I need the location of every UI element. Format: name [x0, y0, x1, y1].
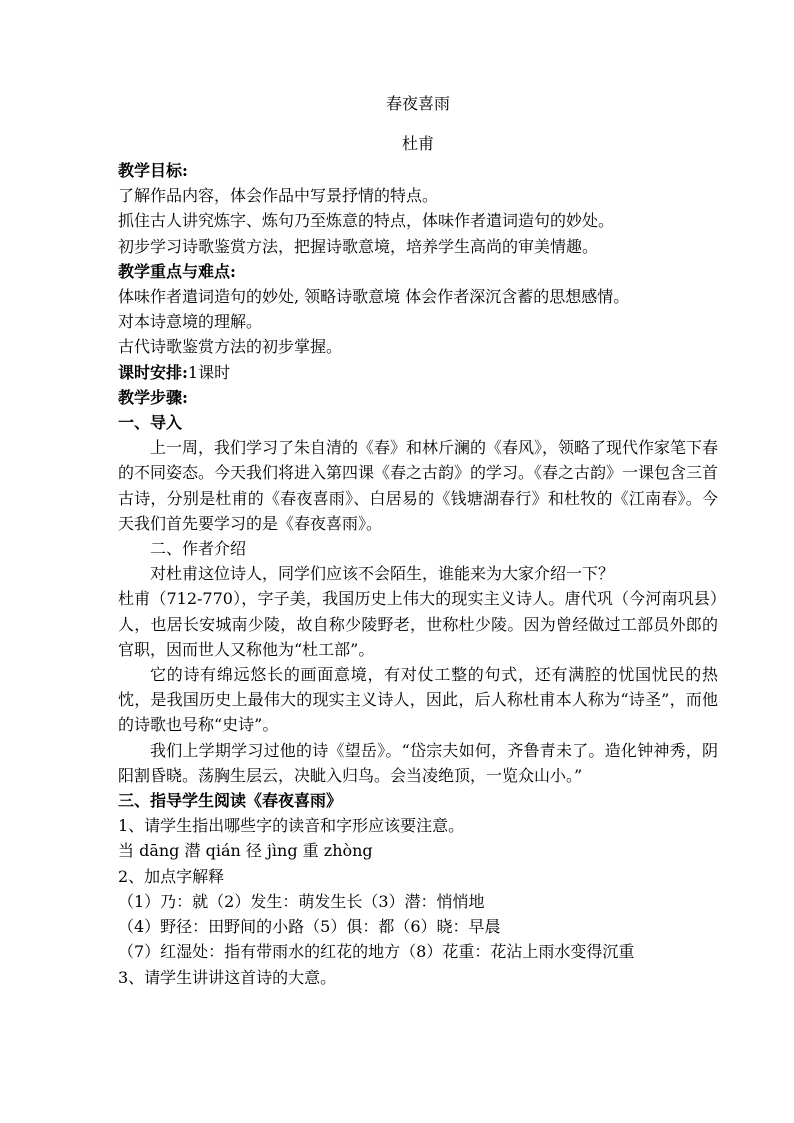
- author-paragraph: 它的诗有绵远悠长的画面意境，有对仗工整的句式，还有满腔的忧国忧民的热忱，是我国历史上最伟大的现实主义诗人，因此，后人称杜甫本人称为“诗圣”，而他的诗歌也号称“史诗”。: [118, 665, 718, 735]
- author-paragraph: 我们上学期学习过他的诗《望岳》。“岱宗夫如何，齐鲁青未了。造化钟神秀，阴阳割昏晓。荡胸生层云，决眦入归鸟。会当凌绝顶，一览众山小。”: [118, 740, 718, 785]
- key-point-item: 古代诗歌鉴赏方法的初步掌握。: [118, 337, 343, 357]
- page-title: 春夜喜雨: [385, 94, 450, 113]
- section-heading: 二、作者介绍: [150, 539, 247, 559]
- gloss-line: （7）红湿处：指有带雨水的红花的地方（8）花重：花沾上雨水变得沉重: [118, 942, 635, 962]
- gloss-line: （1）乃：就（2）发生：萌发生长（3）潜：悄悄地: [118, 891, 485, 911]
- key-point-item: 体味作者遣词造句的妙处, 领略诗歌意境 体会作者深沉含蓄的思想感情。: [118, 287, 630, 307]
- goal-item: 初步学习诗歌鉴赏方法，把握诗歌意境，培养学生高尚的审美情趣。: [118, 236, 599, 256]
- author-name: 杜甫: [401, 134, 434, 153]
- author-paragraph: 杜甫（712-770），字子美，我国历史上伟大的现实主义诗人。唐代巩（今河南巩县）人，也居长安城南少陵，故自称少陵野老，世称杜少陵。因为曾经做过工部员外郎的官职，因而世人又称他为“杜工部”。: [118, 589, 718, 659]
- schedule-value: 1课时: [187, 362, 231, 382]
- pinyin-line: 当 dāng 潜 qián 径 jìng 重 zhòng: [118, 841, 373, 861]
- goal-item: 抓住古人讲究炼字、炼句乃至炼意的特点，体味作者遣词造句的妙处。: [118, 211, 615, 231]
- steps-heading: 教学步骤:: [118, 387, 188, 407]
- section-heading: 一、导入: [118, 413, 183, 433]
- gloss-line: （4）野径：田野间的小路（5）俱：都（6）晓：早晨: [118, 917, 501, 937]
- goals-heading: 教学目标:: [118, 161, 188, 180]
- question-line: 3、请学生讲讲这首诗的大意。: [118, 967, 337, 987]
- author-paragraph: 对杜甫这位诗人，同学们应该不会陌生，谁能来为大家介绍一下？: [150, 564, 615, 584]
- question-line: 2、加点字解释: [118, 866, 225, 886]
- schedule-label: 课时安排:: [118, 362, 188, 382]
- question-line: 1、请学生指出哪些字的读音和字形应该要注意。: [118, 816, 465, 836]
- section-heading: 三、指导学生阅读《春夜喜雨》: [118, 791, 343, 811]
- intro-paragraph: 上一周，我们学习了朱自清的《春》和林斤澜的《春风》，领略了现代作家笔下春的不同姿态。今天我们将进入第四课《春之古韵》的学习。《春之古韵》一课包含三首古诗，分别是杜甫的《春夜喜雨》、白居易的《钱塘湖春行》和杜牧的《江南春》。今天我们首先要学习的是《春夜喜雨》。: [118, 438, 719, 533]
- schedule-line: [118, 360, 718, 385]
- key-points-heading: 教学重点与难点:: [118, 261, 236, 281]
- goal-item: 了解作品内容，体会作品中写景抒情的特点。: [118, 186, 439, 206]
- document-page: [118, 92, 718, 990]
- key-point-item: 对本诗意境的理解。: [118, 312, 263, 332]
